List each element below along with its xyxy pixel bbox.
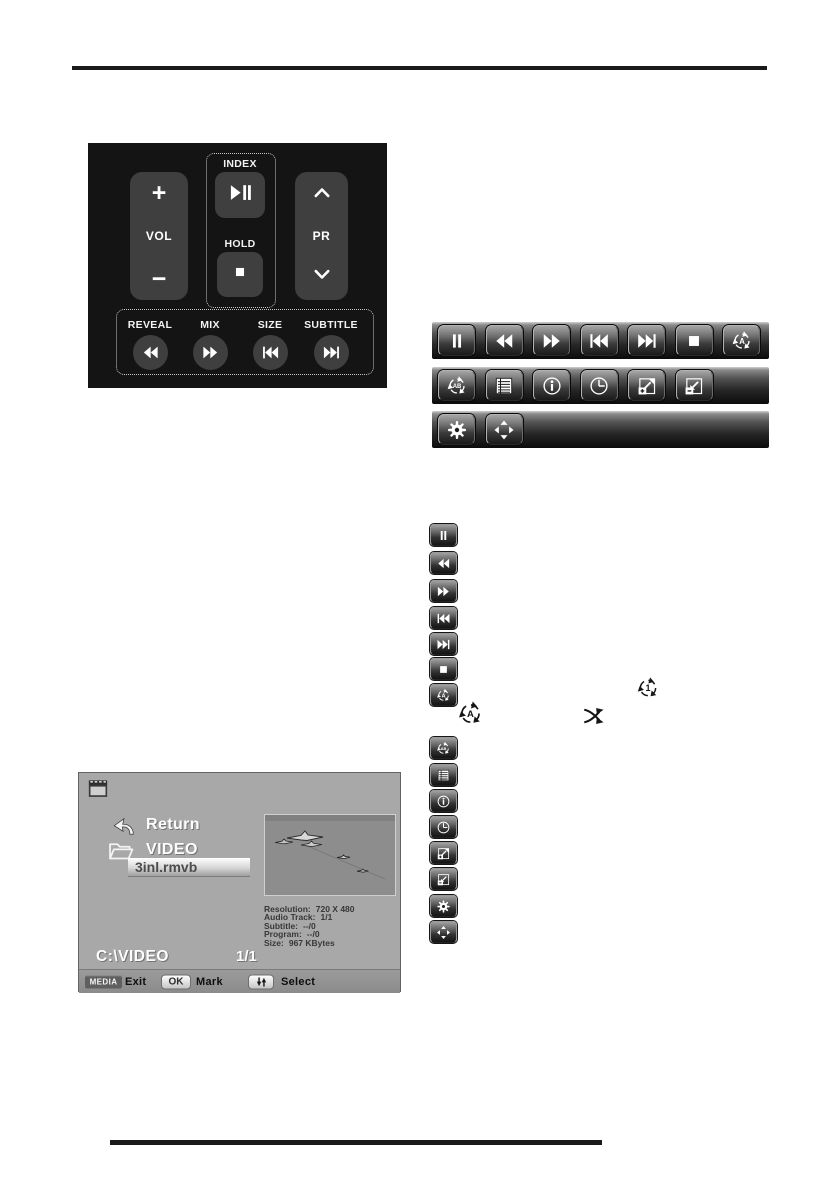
repeat-one-inline-icon xyxy=(636,676,660,705)
info-line: Subtitle: --/0 xyxy=(264,920,316,931)
svg-text:A: A xyxy=(467,708,474,720)
subtitle-button[interactable] xyxy=(314,335,349,370)
arrows-key[interactable] xyxy=(248,974,274,989)
svg-text:A: A xyxy=(441,692,446,699)
remote-control-panel xyxy=(88,143,387,388)
size-key-group xyxy=(238,319,302,370)
info-line: Program: --/0 xyxy=(264,929,320,940)
svg-text:A: A xyxy=(738,336,745,346)
setup-button[interactable] xyxy=(438,414,475,445)
svg-text:1: 1 xyxy=(645,683,651,694)
playlist-button[interactable] xyxy=(486,370,523,401)
time-legend-button[interactable] xyxy=(430,816,457,838)
media-item-return[interactable]: Return xyxy=(146,816,200,833)
media-item-video[interactable]: VIDEO xyxy=(146,841,198,858)
media-footer-bar xyxy=(79,969,400,993)
select-label: Select xyxy=(281,975,316,988)
reveal-label: REVEAL xyxy=(127,319,173,331)
next-button[interactable] xyxy=(628,325,665,356)
zoom-in-button[interactable] xyxy=(628,370,665,401)
program-rocker[interactable] xyxy=(295,172,348,300)
chevron-down-icon xyxy=(311,263,333,290)
hold-label: HOLD xyxy=(224,238,256,250)
exit-label: Exit xyxy=(125,975,147,988)
media-item-3inl-rmvb-selected[interactable] xyxy=(128,858,250,877)
mix-label: MIX xyxy=(200,319,220,331)
zoom-out-legend-button[interactable] xyxy=(430,868,457,890)
next-legend-button[interactable] xyxy=(430,633,457,655)
fast-forward-button[interactable] xyxy=(533,325,570,356)
size-label: SIZE xyxy=(257,319,283,331)
zoom-out-button[interactable] xyxy=(676,370,713,401)
info-button[interactable] xyxy=(533,370,570,401)
file-info-panel xyxy=(264,905,355,947)
reveal-button[interactable] xyxy=(133,335,168,370)
reveal-key-group xyxy=(118,319,182,370)
top-divider xyxy=(72,66,767,70)
info-line: Size: 967 KBytes xyxy=(264,937,335,948)
subtitle-key-group xyxy=(295,319,367,370)
info-line: Resolution: 720 X 480 xyxy=(264,904,355,914)
video-preview-thumbnail xyxy=(264,814,396,896)
toolbar-row-2 xyxy=(432,367,769,404)
bottom-divider xyxy=(110,1140,602,1145)
subtitle-label: SUBTITLE xyxy=(304,319,358,331)
mix-button[interactable] xyxy=(193,335,228,370)
pause-button[interactable] xyxy=(438,325,475,356)
previous-legend-button[interactable] xyxy=(430,607,457,629)
ok-key[interactable]: OK xyxy=(161,974,191,989)
selected-file-label: 3inl.rmvb xyxy=(135,859,198,875)
repeat-a-legend-button[interactable] xyxy=(430,684,457,706)
playlist-legend-button[interactable] xyxy=(430,764,457,786)
page-indicator: 1/1 xyxy=(236,948,257,965)
aircraft-photo xyxy=(265,815,395,895)
rewind-legend-button[interactable] xyxy=(430,552,457,574)
toolbar-row-1 xyxy=(432,322,769,359)
hold-stop-button[interactable] xyxy=(217,252,263,297)
clapperboard-icon xyxy=(87,778,109,805)
current-path: C:\VIDEO xyxy=(96,948,169,965)
pan-legend-button[interactable] xyxy=(430,921,457,943)
stop-button[interactable] xyxy=(676,325,713,356)
svg-text:AB: AB xyxy=(440,745,447,751)
volume-down-label: − xyxy=(151,265,167,293)
mix-key-group xyxy=(178,319,242,370)
volume-up-label: + xyxy=(151,179,167,207)
toolbar-row-3 xyxy=(432,411,769,448)
volume-rocker[interactable] xyxy=(130,172,188,300)
repeat-ab-button[interactable] xyxy=(438,370,475,401)
stop-legend-button[interactable] xyxy=(430,658,457,680)
chevron-up-icon xyxy=(311,182,333,209)
play-pause-icon xyxy=(227,180,253,211)
pan-button[interactable] xyxy=(486,414,523,445)
info-line: Audio Track: 1/1 xyxy=(264,912,333,923)
fast-forward-legend-button[interactable] xyxy=(430,580,457,602)
vol-label: VOL xyxy=(145,229,173,243)
size-button[interactable] xyxy=(253,335,288,370)
index-label: INDEX xyxy=(223,158,257,170)
repeat-a-button[interactable] xyxy=(723,325,760,356)
play-pause-button[interactable] xyxy=(215,172,265,218)
info-legend-button[interactable] xyxy=(430,790,457,812)
media-key[interactable]: MEDIA xyxy=(85,975,122,988)
previous-button[interactable] xyxy=(581,325,618,356)
repeat-a-inline-icon xyxy=(457,700,484,732)
svg-text:AB: AB xyxy=(452,383,461,390)
time-button[interactable] xyxy=(581,370,618,401)
setup-legend-button[interactable] xyxy=(430,895,457,917)
zoom-in-legend-button[interactable] xyxy=(430,842,457,864)
rewind-button[interactable] xyxy=(486,325,523,356)
repeat-ab-legend-button[interactable] xyxy=(430,737,457,759)
media-browser-screen xyxy=(78,772,401,992)
pause-legend-button[interactable] xyxy=(430,524,457,546)
mark-label: Mark xyxy=(196,975,223,988)
stop-icon xyxy=(231,263,249,286)
pr-label: PR xyxy=(312,229,331,243)
shuffle-inline-icon xyxy=(581,703,607,734)
